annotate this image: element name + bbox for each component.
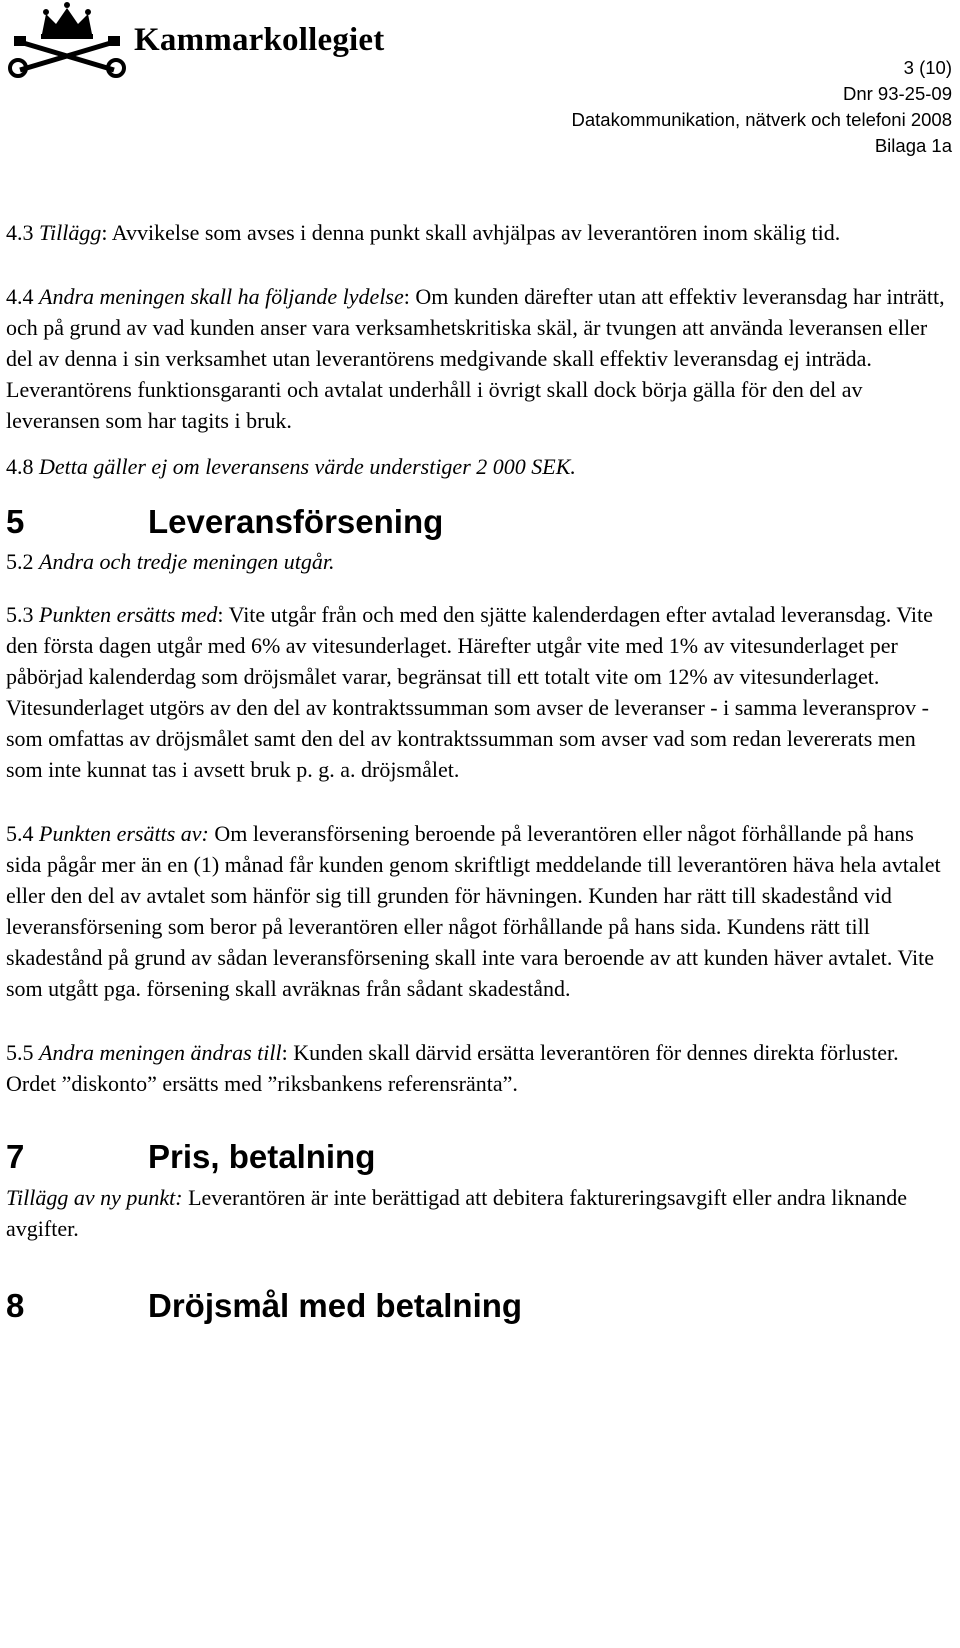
clause-label: Andra meningen ändras till bbox=[39, 1040, 282, 1065]
paragraph-5-4 bbox=[6, 818, 946, 1004]
document-body bbox=[6, 217, 946, 1326]
clause-text: Leverantören är inte berättigad att debitera faktureringsavgift eller andra liknande avgifter. bbox=[6, 1185, 908, 1241]
clause-number: 5.5 bbox=[6, 1040, 34, 1065]
clause-number: 4.3 bbox=[6, 220, 34, 245]
section-number: 7 bbox=[6, 1138, 25, 1175]
document-subject: Datakommunikation, nätverk och telefoni 2008 bbox=[571, 109, 952, 130]
paragraph-4-3 bbox=[6, 217, 946, 248]
clause-label: Tillägg bbox=[39, 220, 102, 245]
crown-keys-icon bbox=[6, 0, 128, 80]
paragraph-5-5 bbox=[6, 1037, 946, 1099]
brand-name: Kammarkollegiet bbox=[134, 22, 385, 58]
section-heading-8 bbox=[6, 1286, 946, 1326]
section-title: Dröjsmål med betalning bbox=[148, 1287, 523, 1324]
paragraph-5-2 bbox=[6, 546, 946, 577]
clause-label: Punkten ersätts av: bbox=[39, 821, 209, 846]
paragraph-5-3 bbox=[6, 599, 946, 785]
paragraph-4-4 bbox=[6, 281, 946, 436]
clause-label: Punkten ersätts med bbox=[39, 602, 218, 627]
clause-text: Andra och tredje meningen utgår. bbox=[39, 549, 335, 574]
clause-text: Detta gäller ej om leveransens värde understiger 2 000 SEK. bbox=[39, 454, 576, 479]
attachment-label: Bilaga 1a bbox=[874, 135, 952, 156]
section-number: 8 bbox=[6, 1287, 25, 1324]
clause-text: Om leveransförsening beroende på leverantören eller något förhållande på hans sida pågår mer än en (1) månad får kunden genom skriftligt meddelande till leverantören häva hela avtalet eller den del av avtalet som hänför sig till grunden för hävningen. Kunden har rätt till skadestånd vid leveransförsening som beror på leverantören eller något förhållande på hans sida. Kundens rätt till skadestånd på grund av sådan leveransförsening skall inte vara beroende av att kunden häver avtalet. Vite som utgått pga. försening skall avräknas från sådant skadestånd. bbox=[6, 821, 941, 1001]
clause-number: 4.4 bbox=[6, 284, 34, 309]
section-title: Pris, betalning bbox=[148, 1138, 376, 1175]
clause-number: 5.3 bbox=[6, 602, 34, 627]
kammarkollegiet-logo bbox=[6, 0, 385, 80]
clause-text: : Kunden skall därvid ersätta leverantören för dennes direkta förluster. Ordet ”diskonto” ersätts med ”riksbankens referensränta”. bbox=[6, 1040, 899, 1096]
paragraph-7-addition bbox=[6, 1182, 946, 1244]
section-number: 5 bbox=[6, 503, 25, 540]
clause-number: 5.2 bbox=[6, 549, 34, 574]
section-heading-5 bbox=[6, 502, 946, 542]
paragraph-4-8 bbox=[6, 451, 946, 482]
clause-text: : Avvikelse som avses i denna punkt skall avhjälpas av leverantören inom skälig tid. bbox=[101, 220, 841, 245]
document-header bbox=[572, 55, 953, 159]
document-number: Dnr 93-25-09 bbox=[842, 83, 952, 104]
clause-text: : Vite utgår från och med den sjätte kalenderdagen efter avtalad leveransdag. Vite den första dagen utgår med 6% av vitesunderlaget. Härefter utgår vite med 1% av vitesunderlaget per påbörjad kalenderdag som dröjsmålet varar, begränsat till ett totalt vite om 12% av vitesunderlaget. Vitesunderlaget utgörs av den del av kontraktssumman som avser de leveranser - i samma leveransprov - som omfattas av dröjsmålet samt den del av kontraktssumman som avser vad som redan levererats men som inte kunnat tas i avsett bruk p. g. a. dröjsmålet. bbox=[6, 602, 933, 782]
clause-label: Andra meningen skall ha följande lydelse bbox=[39, 284, 404, 309]
section-heading-7 bbox=[6, 1137, 946, 1177]
page-number: 3 (10) bbox=[903, 57, 952, 78]
clause-label: Tillägg av ny punkt: bbox=[6, 1185, 183, 1210]
section-title: Leveransförsening bbox=[148, 503, 444, 540]
clause-number: 4.8 bbox=[6, 454, 34, 479]
clause-text: : Om kunden därefter utan att effektiv leveransdag har inträtt, och på grund av vad kunden anser vara verksamhetskritiska skäl, är tvungen att använda leveransen eller del av denna i sin verksamhet utan leverantörens medgivande skall effektiv leveransdag ej inträda. Leverantörens funktionsgaranti och avtalat underhåll i övrigt skall dock börja gälla för den del av leveransen som har tagits i bruk. bbox=[6, 284, 945, 433]
clause-number: 5.4 bbox=[6, 821, 34, 846]
